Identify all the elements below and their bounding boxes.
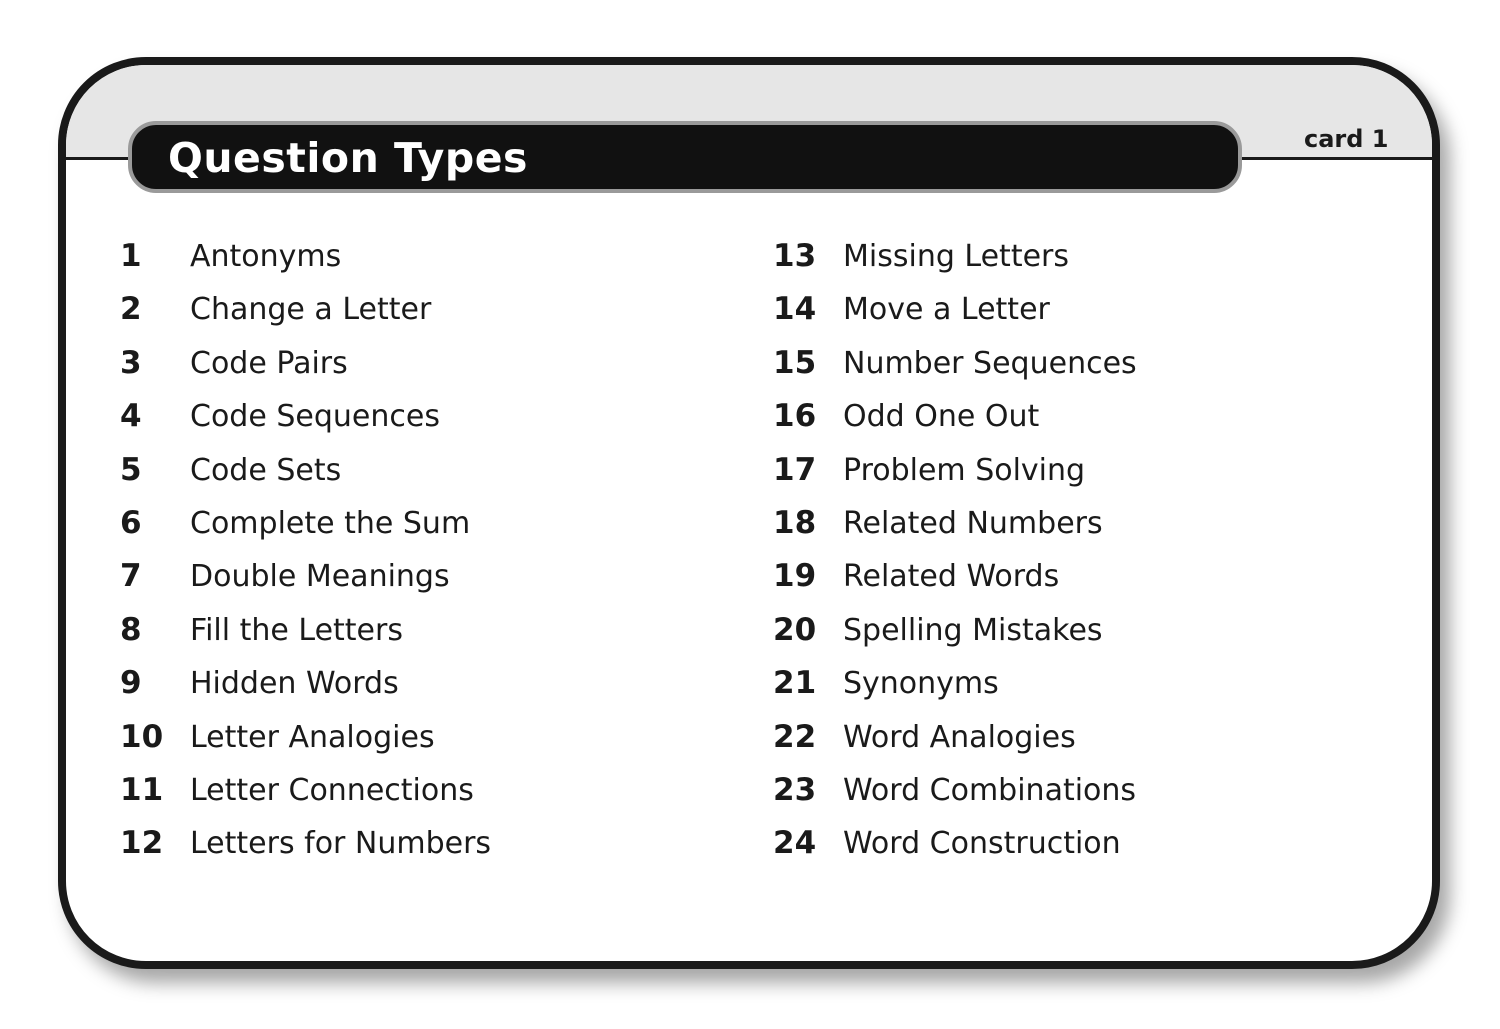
item-number: 14 xyxy=(773,291,817,328)
item-number: 20 xyxy=(773,611,817,648)
item-label: Code Pairs xyxy=(190,345,348,381)
item-label: Antonyms xyxy=(190,239,342,274)
item-number: 8 xyxy=(120,611,142,648)
item-label: Double Meanings xyxy=(190,559,450,595)
item-number: 15 xyxy=(773,344,817,381)
item-number: 11 xyxy=(120,771,164,808)
item-number: 22 xyxy=(773,718,817,755)
item-label: Move a Letter xyxy=(843,292,1050,328)
item-label: Spelling Mistakes xyxy=(843,612,1103,648)
item-number: 23 xyxy=(773,771,817,808)
item-label: Code Sequences xyxy=(190,399,440,435)
item-number: 9 xyxy=(120,665,142,702)
item-label: Word Construction xyxy=(843,826,1121,862)
item-label: Letter Analogies xyxy=(190,719,435,755)
item-label: Hidden Words xyxy=(190,666,399,702)
item-label: Word Combinations xyxy=(843,772,1137,808)
item-number: 21 xyxy=(773,665,817,702)
item-number: 16 xyxy=(773,398,817,435)
item-number: 2 xyxy=(120,291,142,328)
title-bar xyxy=(128,121,1242,193)
item-label: Missing Letters xyxy=(843,239,1069,274)
item-number: 5 xyxy=(120,451,142,488)
item-label: Fill the Letters xyxy=(190,612,403,648)
item-label: Synonyms xyxy=(843,666,999,702)
item-label: Change a Letter xyxy=(190,292,432,328)
card-number-label: card 1 xyxy=(1304,125,1389,153)
item-label: Word Analogies xyxy=(843,719,1076,755)
item-number: 17 xyxy=(773,451,817,488)
item-number: 13 xyxy=(773,238,817,274)
item-label: Code Sets xyxy=(190,452,342,488)
item-number: 12 xyxy=(120,825,164,862)
item-number: 3 xyxy=(120,344,142,381)
item-number: 1 xyxy=(120,238,142,274)
item-label: Number Sequences xyxy=(843,345,1137,381)
item-label: Complete the Sum xyxy=(190,505,471,541)
item-number: 19 xyxy=(773,558,817,595)
item-number: 24 xyxy=(773,825,817,862)
item-number: 7 xyxy=(120,558,142,595)
item-label: Letter Connections xyxy=(190,772,474,808)
item-number: 4 xyxy=(120,398,142,435)
item-number: 10 xyxy=(120,718,164,755)
item-label: Letters for Numbers xyxy=(190,826,492,862)
page-title: Question Types xyxy=(168,134,528,182)
item-number: 6 xyxy=(120,504,142,541)
item-label: Related Numbers xyxy=(843,505,1103,541)
item-number: 18 xyxy=(773,504,817,541)
item-label: Odd One Out xyxy=(843,399,1040,435)
item-label: Problem Solving xyxy=(843,452,1086,488)
item-label: Related Words xyxy=(843,559,1060,595)
